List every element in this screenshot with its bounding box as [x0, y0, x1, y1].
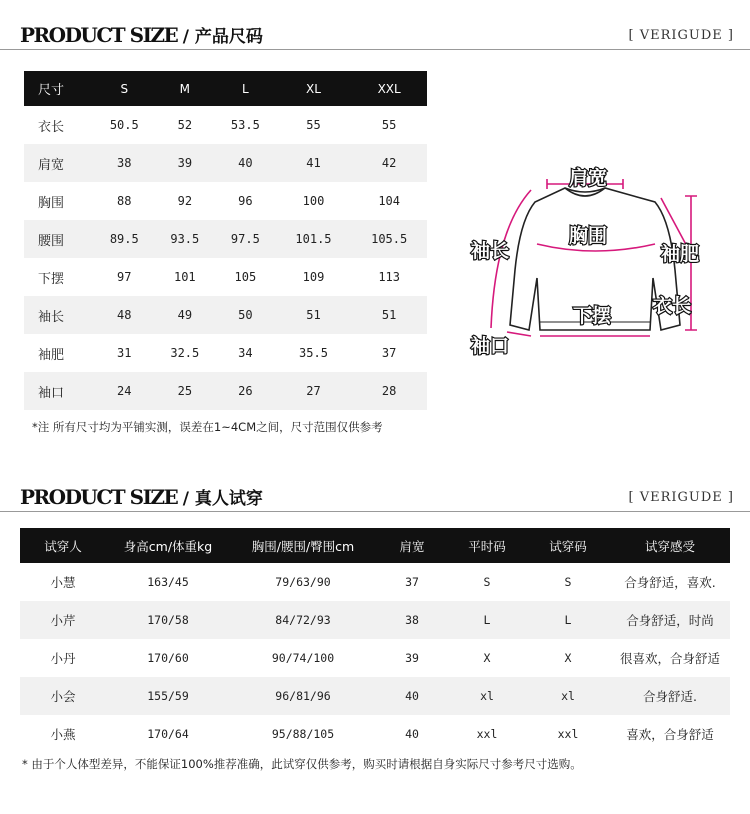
section-subtitle: / 真人试穿 [182, 489, 263, 509]
tryon-cell: 40 [376, 677, 448, 715]
tryon-cell: 96/81/96 [230, 677, 376, 715]
tryon-cell: 40 [405, 727, 419, 741]
tryon-cell: 喜欢，合身舒适 [626, 727, 714, 742]
row-label: 下摆 [38, 271, 65, 287]
tryon-table [20, 528, 730, 753]
size-value: 88 [117, 194, 132, 208]
cuff-line [507, 332, 531, 336]
size-value: 101 [173, 270, 196, 284]
size-value: 113 [378, 270, 400, 284]
tryon-cell: xxl [557, 727, 579, 741]
tryon-cell: xl [526, 677, 610, 715]
table-row [24, 334, 427, 372]
tryon-cell: 很喜欢，合身舒适 [619, 651, 720, 666]
table-row [24, 220, 427, 258]
tryon-note: * 由于个人体型差异，不能保证100%推荐准确，此试穿仅供参考，购买时请根据自身实际尺寸参考尺寸选购。 [22, 757, 582, 771]
label-chest: 胸围 [569, 225, 608, 247]
size-value: 101.5 [276, 220, 352, 258]
tryon-cell: X [564, 651, 572, 665]
size-value: 100 [302, 194, 325, 208]
size-value: 26 [215, 372, 276, 410]
section-title-text: PRODUCT SIZE [20, 23, 178, 47]
tryon-cell: L [448, 601, 526, 639]
size-value: 93.5 [155, 220, 216, 258]
section-title [20, 484, 263, 509]
size-value: 38 [94, 144, 155, 182]
size-value: 53.5 [230, 118, 260, 132]
section-title [20, 22, 263, 47]
tryon-cell: S [483, 575, 491, 589]
size-value: 89.5 [94, 220, 155, 258]
tryon-cell: 84/72/93 [230, 601, 376, 639]
row-label: 袖口 [24, 372, 94, 410]
section-header-tryon [0, 482, 750, 512]
tryon-cell: 小会 [20, 677, 106, 715]
header-cell: 试穿人 [20, 528, 106, 563]
tryon-cell: 小燕 [50, 727, 76, 742]
tryon-cell: 合身舒适，时尚 [610, 601, 730, 639]
table-row [20, 601, 730, 639]
tryon-cell: 95/88/105 [271, 727, 335, 741]
tryon-cell: 小芹 [20, 601, 106, 639]
table-row [20, 563, 730, 601]
table-row [24, 106, 427, 144]
tryon-cell: 合身舒适. [610, 677, 730, 715]
brand-label: [ VERIGUDE ] [628, 28, 734, 43]
row-label: 肩宽 [24, 144, 94, 182]
header-cell: 试穿码 [526, 528, 610, 563]
size-note: *注 所有尺寸均为平铺实测，误差在1~4CM之间，尺寸范围仅供参考 [32, 420, 383, 434]
size-value: 42 [351, 144, 427, 182]
size-value: 24 [94, 372, 155, 410]
header-cell: XL [276, 71, 352, 106]
size-table-header [24, 71, 427, 106]
label-cuff: 袖口 [471, 335, 510, 357]
tryon-cell: xxl [476, 727, 498, 741]
row-label: 腰围 [24, 220, 94, 258]
size-value: 97.5 [215, 220, 276, 258]
section-subtitle: / 产品尺码 [182, 27, 263, 47]
table-row [20, 715, 730, 753]
label-sleeve-length: 袖长 [471, 240, 510, 262]
tryon-cell: 170/60 [147, 651, 189, 665]
size-value: 105 [234, 270, 257, 284]
tryon-cell: 155/59 [106, 677, 230, 715]
tryon-cell: 79/63/90 [275, 575, 331, 589]
header-cell: S [94, 71, 155, 106]
header-cell: M [155, 71, 216, 106]
tryon-cell: 163/45 [147, 575, 189, 589]
header-cell: 尺寸 [24, 71, 94, 106]
size-value: 105.5 [351, 220, 427, 258]
row-label: 袖长 [24, 296, 94, 334]
header-cell: 胸围/腰围/臀围cm [230, 528, 376, 563]
section-divider [0, 511, 750, 512]
tryon-cell: 170/58 [106, 601, 230, 639]
label-length: 衣长 [653, 295, 692, 317]
size-value: 51 [276, 296, 352, 334]
size-value: 97 [117, 270, 132, 284]
section-header-size [0, 20, 750, 50]
size-value: 41 [276, 144, 352, 182]
header-cell: L [215, 71, 276, 106]
table-row [24, 182, 427, 220]
tryon-cell: 37 [405, 575, 419, 589]
size-value: 31 [117, 346, 132, 360]
table-row [20, 639, 730, 677]
size-value: 96 [238, 194, 253, 208]
size-value: 39 [155, 144, 216, 182]
tryon-cell: 90/74/100 [271, 651, 335, 665]
header-cell: 试穿感受 [610, 528, 730, 563]
tryon-cell: 合身舒适，喜欢. [624, 575, 716, 590]
size-value: 50.5 [109, 118, 139, 132]
label-shoulder: 肩宽 [569, 167, 608, 189]
section-title-text: PRODUCT SIZE [20, 485, 178, 509]
tryon-cell: 38 [376, 601, 448, 639]
size-value: 109 [302, 270, 325, 284]
size-table [24, 71, 427, 410]
brand-label: [ VERIGUDE ] [628, 490, 734, 505]
size-value: 27 [276, 372, 352, 410]
size-value: 51 [351, 296, 427, 334]
size-value: 50 [215, 296, 276, 334]
row-label: 胸围 [38, 195, 65, 211]
size-value: 55 [381, 118, 397, 132]
label-sleeve-width: 袖肥 [661, 243, 700, 265]
table-row [24, 144, 427, 182]
size-value: 37 [381, 346, 397, 360]
tryon-cell: L [526, 601, 610, 639]
header-cell: 肩宽 [376, 528, 448, 563]
size-value: 55 [306, 118, 321, 132]
size-value: 104 [378, 194, 400, 208]
garment-diagram [465, 160, 725, 360]
size-value: 48 [94, 296, 155, 334]
size-value: 25 [155, 372, 216, 410]
table-row [20, 677, 730, 715]
size-value: 49 [155, 296, 216, 334]
row-label: 衣长 [38, 119, 65, 135]
tryon-cell: S [564, 575, 572, 589]
size-value: 52 [177, 118, 193, 132]
table-row [24, 296, 427, 334]
tryon-table-header [20, 528, 730, 563]
row-label: 袖肥 [38, 347, 65, 363]
header-cell: 身高cm/体重kg [106, 528, 230, 563]
size-value: 35.5 [299, 346, 328, 360]
size-value: 28 [351, 372, 427, 410]
tryon-cell: 170/64 [147, 727, 189, 741]
size-value: 40 [215, 144, 276, 182]
tryon-cell: 小慧 [50, 575, 76, 590]
table-row [24, 372, 427, 410]
header-cell: XXL [351, 71, 427, 106]
tryon-cell: 小丹 [50, 651, 76, 666]
table-row [24, 258, 427, 296]
tryon-cell: X [483, 651, 491, 665]
tryon-cell: xl [448, 677, 526, 715]
size-value: 32.5 [170, 346, 200, 360]
size-value: 34 [238, 346, 253, 360]
tryon-cell: 39 [405, 651, 419, 665]
size-value: 92 [177, 194, 193, 208]
label-hem: 下摆 [573, 305, 612, 327]
header-cell: 平时码 [448, 528, 526, 563]
section-divider [0, 49, 750, 50]
